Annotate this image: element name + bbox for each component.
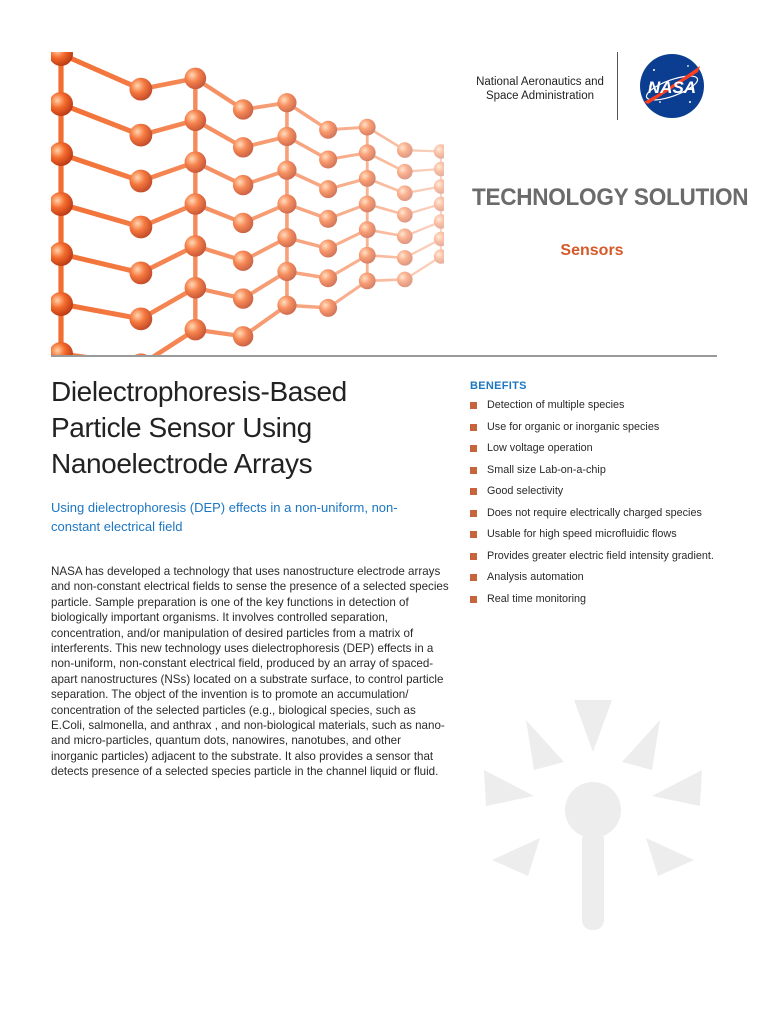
page-title xyxy=(51,374,451,482)
benefits-heading: BENEFITS xyxy=(470,380,527,392)
benefit-item xyxy=(470,484,720,499)
benefit-text: Small size Lab-on-a-chip xyxy=(487,463,606,476)
subtitle: Using dielectrophoresis (DEP) effects in a non-uniform, non-constant electrical field xyxy=(51,500,398,534)
horizontal-rule xyxy=(51,355,717,357)
bullet-icon xyxy=(470,467,477,474)
bullet-icon xyxy=(470,402,477,409)
document-type: TECHNOLOGY SOLUTION xyxy=(472,184,749,211)
benefit-text: Detection of multiple species xyxy=(487,399,625,411)
bullet-icon xyxy=(470,488,477,495)
category-label: Sensors xyxy=(560,242,624,259)
bullet-icon xyxy=(470,510,477,517)
title-line-3: Nanoelectrode Arrays xyxy=(51,448,313,479)
benefit-item xyxy=(470,570,720,585)
body-paragraph: NASA has developed a technology that uses nanostructure electrode arrays and non-constant electrical fields to sense the presence of a selected species particle. Sample preparation is one of the key functions in detection of biologically important organisms. It involves controlled separation, concentration, and/or manipulation of desired particles from a matrix of interferents. This new technology uses dielectrophoresis (DEP) effects in a non-uniform, non-constant electrical field, produced by an array of spaced-apart nanostructures (NSs) located on a substrate surface, to control particle separation. The object of the invention is to promote an accumulation/ concentration of the selected particles (e.g., biological species, such as E.Coli, salmonella, and anthrax , and non-biological materials, such as nano-and micro-particles, quantum dots, nanowires, nanotubes, and other inorganic particles) adjacent to the substrate. It also provides a sensor that detects presence of a selected species particle in the channel liquid or fluid. xyxy=(51,565,449,779)
bullet-icon xyxy=(470,553,477,560)
header-divider xyxy=(617,52,618,120)
benefit-item xyxy=(470,463,720,478)
benefit-item xyxy=(470,549,720,564)
nasa-logo-text: NASA xyxy=(647,78,697,97)
bullet-icon xyxy=(470,445,477,452)
agency-name xyxy=(470,75,610,103)
title-line-1: Dielectrophoresis-Based xyxy=(51,376,347,407)
lightbulb-watermark-icon xyxy=(478,700,708,940)
benefit-text: Use for organic or inorganic species xyxy=(487,420,660,433)
bullet-icon xyxy=(470,424,477,431)
benefit-item xyxy=(470,592,720,607)
benefit-text: Analysis automation xyxy=(487,571,584,583)
agency-line-1: National Aeronautics and xyxy=(476,76,604,88)
bullet-icon xyxy=(470,596,477,603)
nanotube-graphic xyxy=(51,52,444,356)
agency-line-2: Space Administration xyxy=(485,90,595,102)
nasa-meatball-logo xyxy=(638,52,706,120)
benefit-text: Provides greater electric field intensity gradient. xyxy=(487,549,714,562)
bullet-icon xyxy=(470,531,477,538)
benefit-item xyxy=(470,527,720,542)
benefit-item xyxy=(470,398,720,413)
benefit-item xyxy=(470,506,720,521)
bullet-icon xyxy=(470,574,477,581)
benefit-text: Real time monitoring xyxy=(487,592,587,605)
benefit-text: Does not require electrically charged species xyxy=(487,506,702,519)
benefit-text: Usable for high speed microfluidic flows xyxy=(487,528,677,540)
benefit-text: Good selectivity xyxy=(487,485,564,497)
benefit-item xyxy=(470,441,720,456)
benefits-list xyxy=(470,398,720,613)
title-line-2: Particle Sensor Using xyxy=(51,412,312,443)
benefit-item xyxy=(470,420,720,435)
benefit-text: Low voltage operation xyxy=(487,442,593,454)
